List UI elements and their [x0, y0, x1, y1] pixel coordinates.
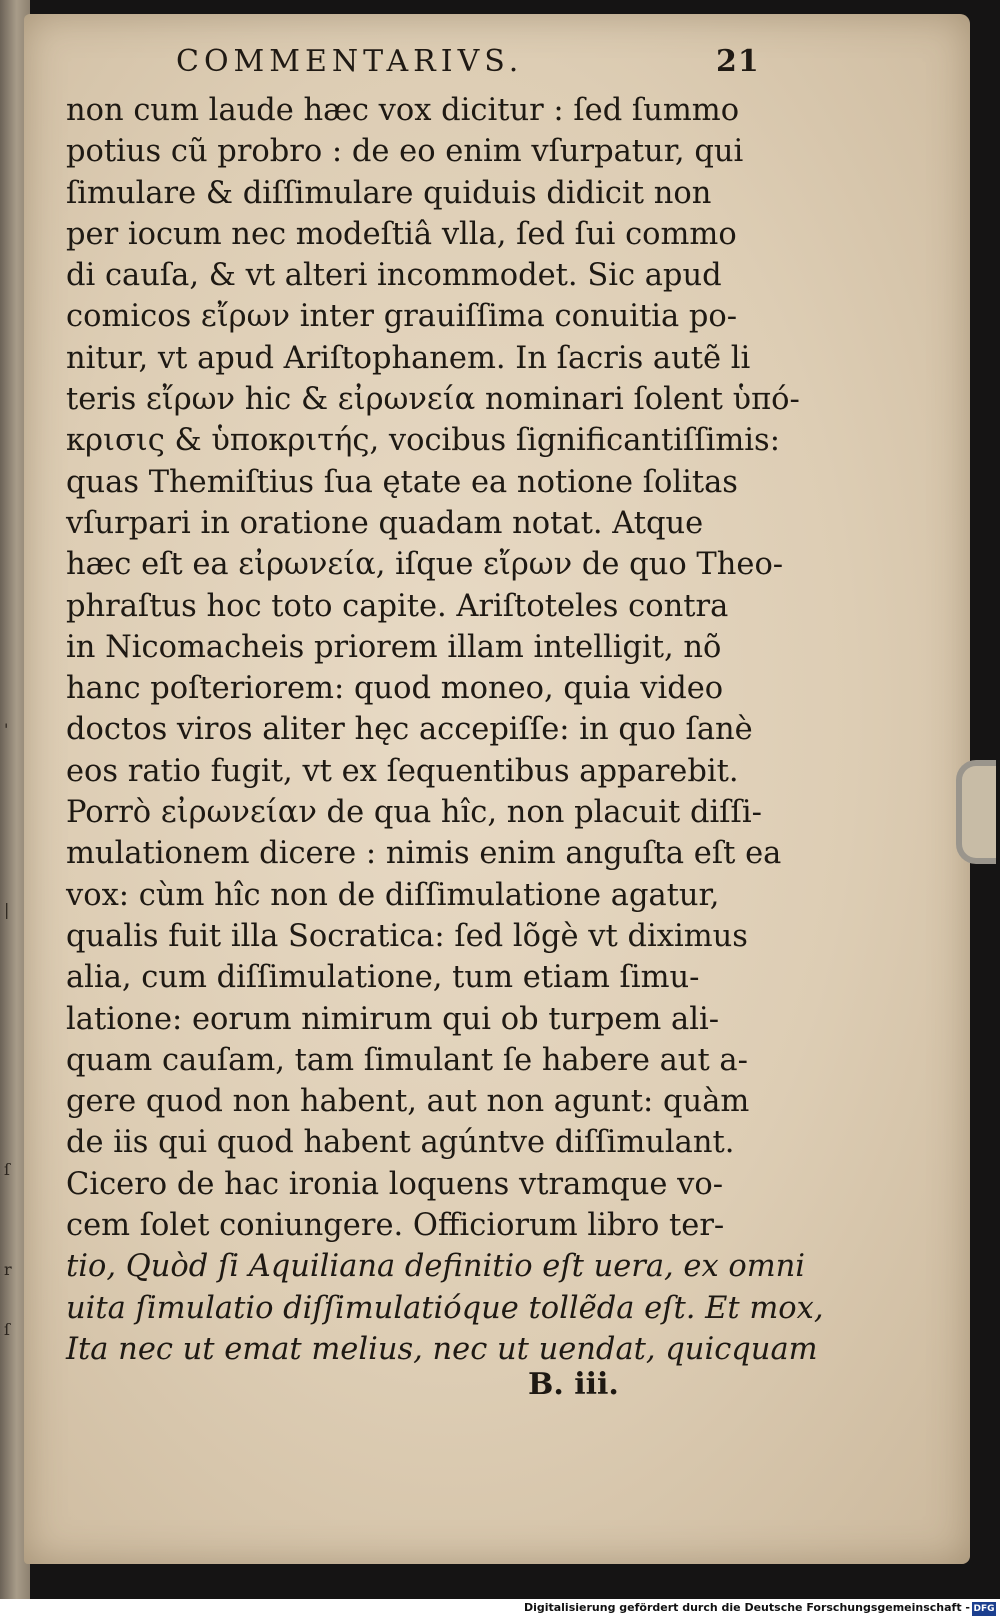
text-line: potius cũ probro : de eo enim vſurpatur, qui: [66, 134, 744, 170]
running-title: COMMENTARIVS.: [176, 44, 524, 79]
signature-mark: B. iii.: [528, 1367, 619, 1402]
text-line: non cum laude hæc vox dicitur : ſed ſummo: [66, 93, 740, 128]
text-line: mulationem dicere : nimis enim anguſta eſt ea: [66, 836, 782, 872]
text-line: gere quod non habent, aut non agunt: quàm: [66, 1084, 750, 1120]
text-line: κρισις & ὑποκριτής, vocibus ſignificantiſſimis:: [66, 423, 780, 459]
bleed-through-mark: ſ: [4, 1160, 10, 1179]
text-line: nitur, vt apud Ariſtophanem. In ſacris autẽ li: [66, 340, 751, 376]
funding-credit: Digitalisierung gefördert durch die Deutsche Forschungsgemeinschaft -: [523, 1601, 970, 1614]
text-line: qualis fuit illa Socratica: ſed lõgè vt diximus: [66, 918, 748, 954]
text-line: per iocum nec modeſtiâ vlla, ſed ſui commo: [66, 216, 737, 252]
text-line: teris εἴρων hic & εἰρωνεία nominari ſolent ὑπό-: [66, 382, 800, 418]
text-line: alia, cum diſſimulatione, tum etiam ſimu-: [66, 960, 700, 996]
bleed-through-mark: r: [4, 1260, 12, 1279]
bleed-through-mark: ': [4, 720, 9, 739]
text-line: Ita nec ut emat melius, nec ut uendat, quicquam: [66, 1331, 818, 1367]
text-line: in Nicomacheis priorem illam intelligit, nõ: [66, 629, 722, 665]
text-line: di cauſa, & vt alteri incommodet. Sic apud: [66, 258, 722, 294]
text-line: Cicero de hac ironia loquens vtramque vo-: [66, 1166, 724, 1202]
text-line: vox: cùm hîc non de diſſimulatione agatur,: [66, 877, 720, 913]
text-line: hanc poſteriorem: quod moneo, quia video: [66, 671, 724, 707]
running-header: [176, 44, 776, 88]
text-line: eos ratio fugit, vt ex ſequentibus apparebit.: [66, 753, 739, 789]
page-number: 21: [716, 44, 760, 79]
bleed-through-mark: |: [4, 900, 10, 919]
text-line: cem ſolet coniungere. Officiorum libro ter-: [66, 1208, 725, 1244]
text-line: phraſtus hoc toto capite. Ariſtoteles contra: [66, 588, 729, 624]
text-line: uita ſimulatio diſſimulatióque tollẽda eſt. Et mox,: [66, 1290, 824, 1326]
text-line: doctos viros aliter hęc accepiſſe: in quo ſanè: [66, 712, 753, 748]
text-line: Porrò εἰρωνείαν de qua hîc, non placuit diſſi-: [66, 795, 762, 831]
text-line: tio, Quòd ſi Aquiliana definitio eſt uera, ex omni: [66, 1249, 806, 1285]
text-line: ſimulare & diſſimulare quiduis didicit non: [66, 175, 712, 211]
text-line: vſurpari in oratione quadam notat. Atque: [66, 505, 704, 541]
dfg-logo: DFG: [973, 1604, 995, 1614]
body-text: [66, 90, 824, 1370]
book-clasp: [956, 760, 996, 864]
text-line: latione: eorum nimirum qui ob turpem ali-: [66, 1001, 720, 1037]
text-line: quam cauſam, tam ſimulant ſe habere aut a-: [66, 1042, 748, 1078]
text-line: comicos εἴρων inter grauiſſima conuitia po-: [66, 299, 738, 335]
text-line: hæc eſt ea εἰρωνεία, iſque εἴρων de quo Theo-: [66, 547, 784, 583]
text-line: quas Themiſtius ſua ętate ea notione ſolitas: [66, 464, 738, 500]
text-line: de iis qui quod habent agúntve diſſimulant.: [66, 1125, 735, 1161]
bleed-through-mark: ſ: [4, 1320, 10, 1339]
